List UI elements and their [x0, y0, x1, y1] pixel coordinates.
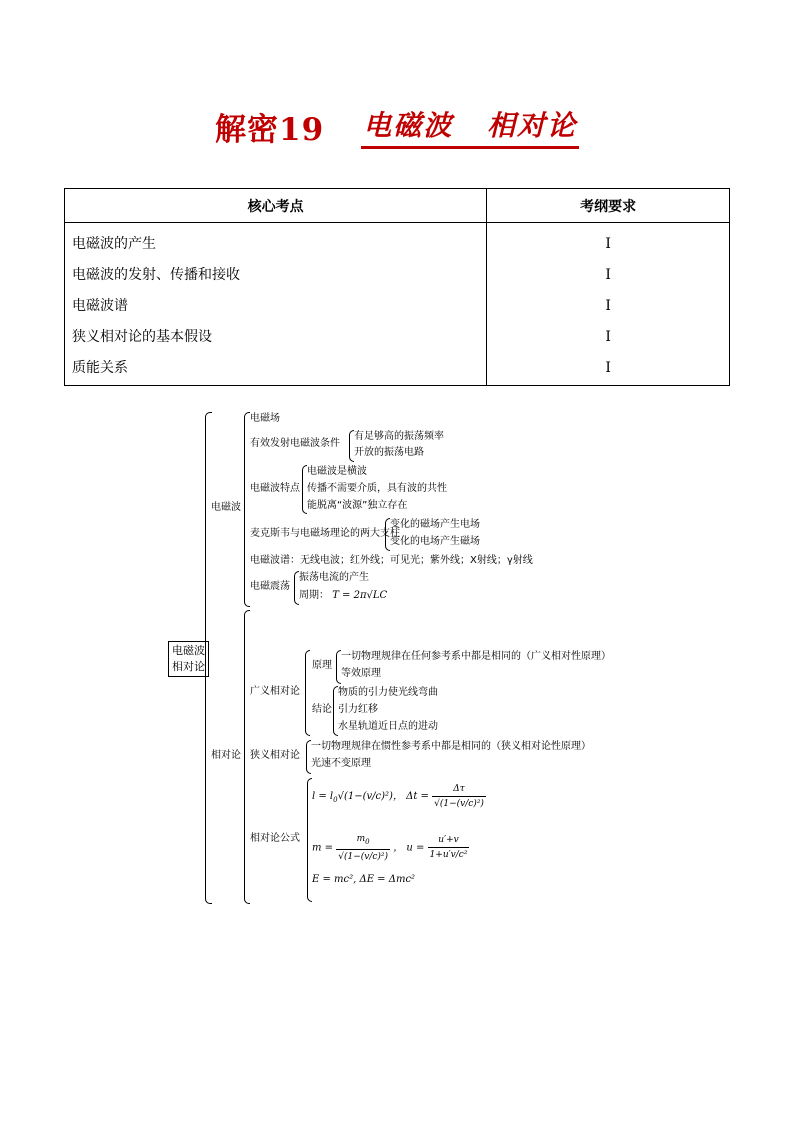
core-points-cell	[65, 223, 487, 386]
em-field: 电磁场	[250, 413, 280, 424]
length-contraction-formula: $l = l_0√(1-(v/c)^2)$， Δt = $\frac{\Delta\tau}{\text{√(1−(v/c)²)}}$	[312, 784, 484, 809]
requirement-level: I	[605, 360, 611, 376]
requirement-level: I	[605, 298, 611, 314]
rel-general-label: 广义相对论	[250, 686, 300, 697]
root-label-em: 电磁波	[172, 644, 205, 657]
root-bracket	[205, 412, 212, 904]
principle-item: 一切物理规律在任何参考系中都是相同的（广义相对性原理）	[341, 651, 611, 662]
feature-item: 传播不需要介质，具有波的共性	[307, 483, 447, 494]
feature-item: 电磁波是横波	[307, 466, 367, 477]
root-label-rel: 相对论	[172, 660, 205, 673]
em-features-label: 电磁波特点	[250, 483, 300, 494]
conclusion-item: 物质的引力使光线弯曲	[338, 687, 438, 698]
oscillation-item: 振荡电流的产生	[299, 572, 369, 583]
table-body-row	[65, 223, 730, 386]
maxwell-item: 变化的电场产生磁场	[390, 536, 480, 547]
special-item: 光速不变原理	[311, 758, 371, 769]
requirement-level: I	[605, 236, 611, 252]
branch-em-label: 电磁波	[211, 502, 241, 513]
table-row: 质能关系	[72, 360, 128, 376]
emit-item: 有足够高的振荡频率	[354, 431, 444, 442]
table-row: 电磁波的产生	[72, 236, 156, 252]
conclusion-label: 结论	[312, 704, 332, 715]
page-title	[0, 104, 794, 149]
principle-item: 等效原理	[341, 668, 381, 679]
em-spectrum: 电磁波谱：无线电波；红外线；可见光；紫外线；X射线；γ射线	[250, 555, 533, 566]
mass-energy-formula: E = mc², ΔE = Δmc²	[312, 874, 416, 885]
table-row: 电磁波谱	[72, 298, 128, 314]
special-item: 一切物理规律在惯性参考系中都是相同的（狭义相对论性原理）	[311, 741, 591, 752]
maxwell-item: 变化的磁场产生电场	[390, 519, 480, 530]
period-formula: T = 2π√LC	[332, 590, 388, 601]
header-core-points: 核心考点	[65, 189, 487, 223]
rel-formulas-label: 相对论公式	[250, 833, 300, 844]
table-row: 电磁波的发射、传播和接收	[72, 267, 240, 283]
requirement-level: I	[605, 267, 611, 283]
oscillation-period: 周期： T = 2π√LC	[299, 590, 388, 601]
general-bracket	[305, 650, 310, 736]
rel-special-label: 狭义相对论	[250, 750, 300, 761]
feature-item: 能脱离“波源”独立存在	[307, 500, 408, 511]
conclusion-item: 水星轨道近日点的进动	[338, 721, 438, 732]
table-row: 狭义相对论的基本假设	[72, 329, 212, 345]
em-maxwell-label: 麦克斯韦与电磁场理论的两大支柱	[250, 528, 400, 539]
branch-rel-label: 相对论	[211, 750, 241, 761]
emit-item: 开放的振荡电路	[354, 447, 424, 458]
principle-label: 原理	[312, 660, 332, 671]
mass-velocity-formula: m = $\frac{m_0}{\text{√(1−(v/c)²)}}$ ， u = $\frac{u'+v}{\text{1+u′v/c²}}$	[312, 834, 468, 862]
em-emit-label: 有效发射电磁波条件	[250, 438, 340, 449]
table-header-row	[65, 189, 730, 223]
conclusion-item: 引力红移	[338, 704, 378, 715]
requirement-level: I	[605, 329, 611, 345]
requirements-table	[64, 188, 730, 386]
title-prefix: 解密19	[215, 112, 325, 148]
requirement-cell	[487, 223, 730, 386]
root-box	[168, 641, 209, 677]
title-topic: 电磁波 相对论	[361, 104, 579, 149]
em-oscillation-label: 电磁震荡	[250, 581, 290, 592]
header-requirement: 考纲要求	[487, 189, 730, 223]
